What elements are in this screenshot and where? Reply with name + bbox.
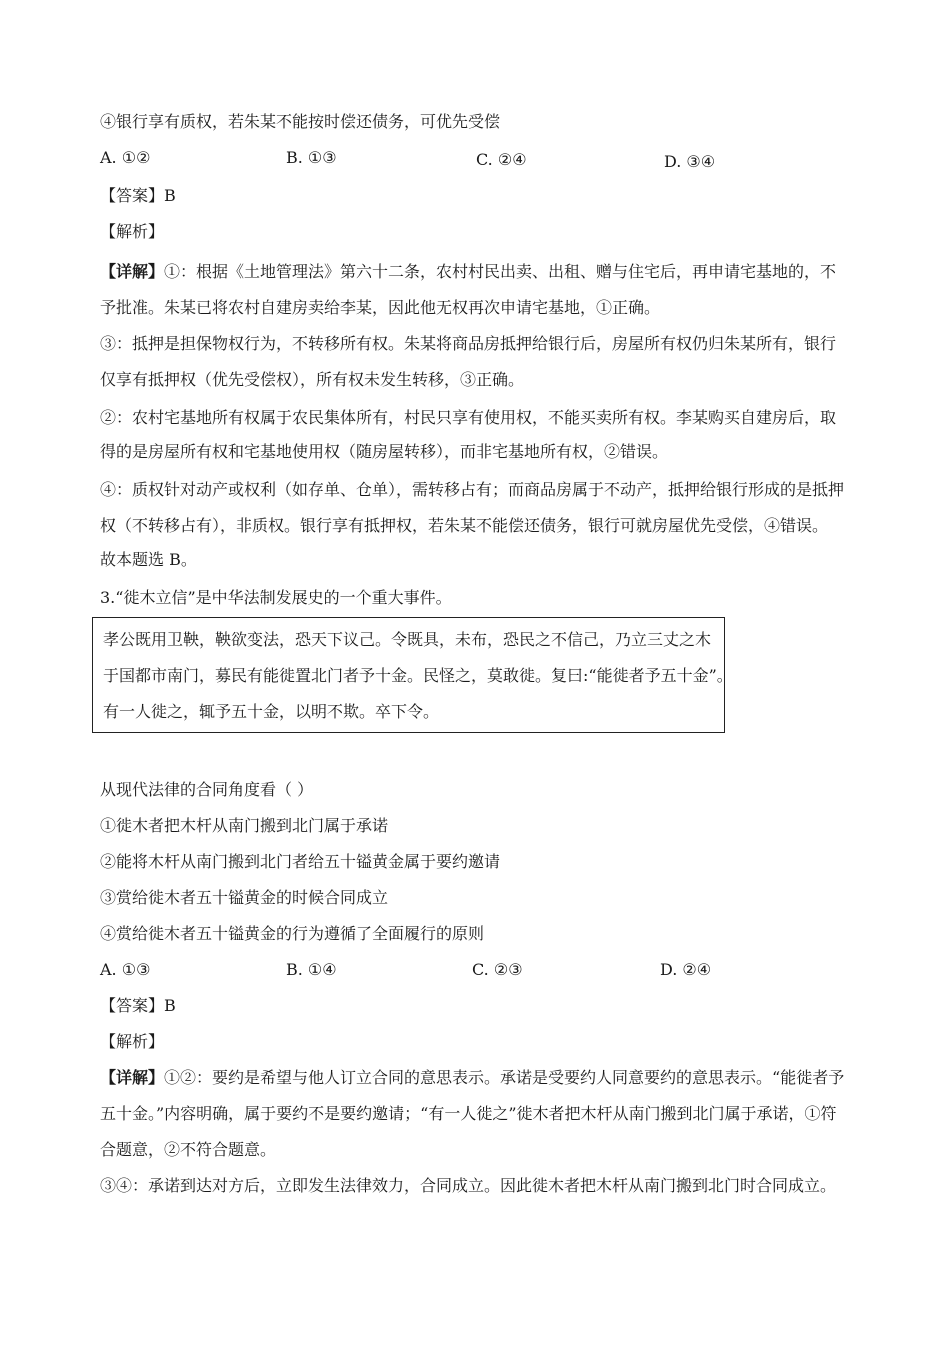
detail-line: 权（不转移占有），非质权。银行享有抵押权，若朱某不能偿还债务，银行可就房屋优先受偿，④错误。 bbox=[100, 516, 829, 535]
option-b: B. ①④ bbox=[286, 960, 337, 979]
option-a: A. ①② bbox=[100, 148, 151, 167]
option-d: D. ②④ bbox=[660, 960, 712, 979]
statement-4: ④赏给徙木者五十镒黄金的行为遵循了全面履行的原则 bbox=[100, 924, 485, 943]
detail-line: ④：质权针对动产或权利（如存单、仓单），需转移占有；而商品房属于不动产，抵押给银行形成的是抵押 bbox=[100, 480, 845, 499]
quote-line: 于国都市南门，募民有能徙置北门者予十金。民怪之，莫敢徙。复曰:“能徙者予五十金”。 bbox=[103, 666, 733, 685]
detail-line: 得的是房屋所有权和宅基地使用权（随房屋转移），而非宅基地所有权，②错误。 bbox=[100, 442, 669, 461]
detail-line: 五十金。”内容明确，属于要约不是要约邀请；“有一人徙之”徙木者把木杆从南门搬到北门属于承诺，①符 bbox=[100, 1104, 837, 1123]
answer: 【答案】B bbox=[100, 996, 176, 1015]
question-3-prompt: 从现代法律的合同角度看（ ） bbox=[100, 780, 314, 799]
analysis-label: 【解析】 bbox=[100, 222, 165, 241]
statement-4: ④银行享有质权，若朱某不能按时偿还债务，可优先受偿 bbox=[100, 112, 501, 131]
conclusion: 故本题选 B。 bbox=[100, 550, 197, 569]
detail-label: 【详解】 bbox=[100, 262, 165, 281]
statement-1: ①徙木者把木杆从南门搬到北门属于承诺 bbox=[100, 816, 389, 835]
detail-line: ②：农村宅基地所有权属于农民集体所有，村民只享有使用权，不能买卖所有权。李某购买自建房后，取 bbox=[100, 408, 837, 427]
detail-text: ①②：要约是希望与他人订立合同的意思表示。承诺是受要约人同意要约的意思表示。“能徙者予 bbox=[164, 1068, 845, 1087]
answer: 【答案】B bbox=[100, 186, 176, 205]
detail-line: 予批准。朱某已将农村自建房卖给李某，因此他无权再次申请宅基地，①正确。 bbox=[100, 298, 661, 317]
detail-line bbox=[100, 1068, 844, 1088]
detail-line bbox=[100, 262, 836, 282]
option-c: C. ②④ bbox=[476, 150, 527, 169]
option-a: A. ①③ bbox=[100, 960, 151, 979]
option-d: D. ③④ bbox=[664, 152, 716, 171]
detail-label: 【详解】 bbox=[100, 1068, 165, 1087]
detail-line: ③④：承诺到达对方后，立即发生法律效力，合同成立。因此徙木者把木杆从南门搬到北门时合同成立。 bbox=[100, 1176, 837, 1195]
detail-text: ①：根据《土地管理法》第六十二条，农村村民出卖、出租、赠与住宅后，再申请宅基地的，不 bbox=[164, 262, 837, 281]
detail-line: 仅享有抵押权（优先受偿权），所有权未发生转移，③正确。 bbox=[100, 370, 525, 389]
statement-2: ②能将木杆从南门搬到北门者给五十镒黄金属于要约邀请 bbox=[100, 852, 501, 871]
quote-line: 孝公既用卫鞅，鞅欲变法，恐天下议己。令既具，未布，恐民之不信己，乃立三丈之木 bbox=[103, 630, 712, 649]
detail-line: 合题意，②不符合题意。 bbox=[100, 1140, 277, 1159]
quote-box bbox=[92, 617, 733, 733]
option-b: B. ①③ bbox=[286, 148, 337, 167]
analysis-label: 【解析】 bbox=[100, 1032, 165, 1051]
statement-3: ③赏给徙木者五十镒黄金的时候合同成立 bbox=[100, 888, 389, 907]
quote-line: 有一人徙之，辄予五十金，以明不欺。卒下令。 bbox=[103, 702, 440, 721]
detail-line: ③：抵押是担保物权行为，不转移所有权。朱某将商品房抵押给银行后，房屋所有权仍归朱某所有，银行 bbox=[100, 334, 837, 353]
question-3-stem: 3.“徙木立信”是中华法制发展史的一个重大事件。 bbox=[100, 588, 452, 607]
option-c: C. ②③ bbox=[472, 960, 523, 979]
